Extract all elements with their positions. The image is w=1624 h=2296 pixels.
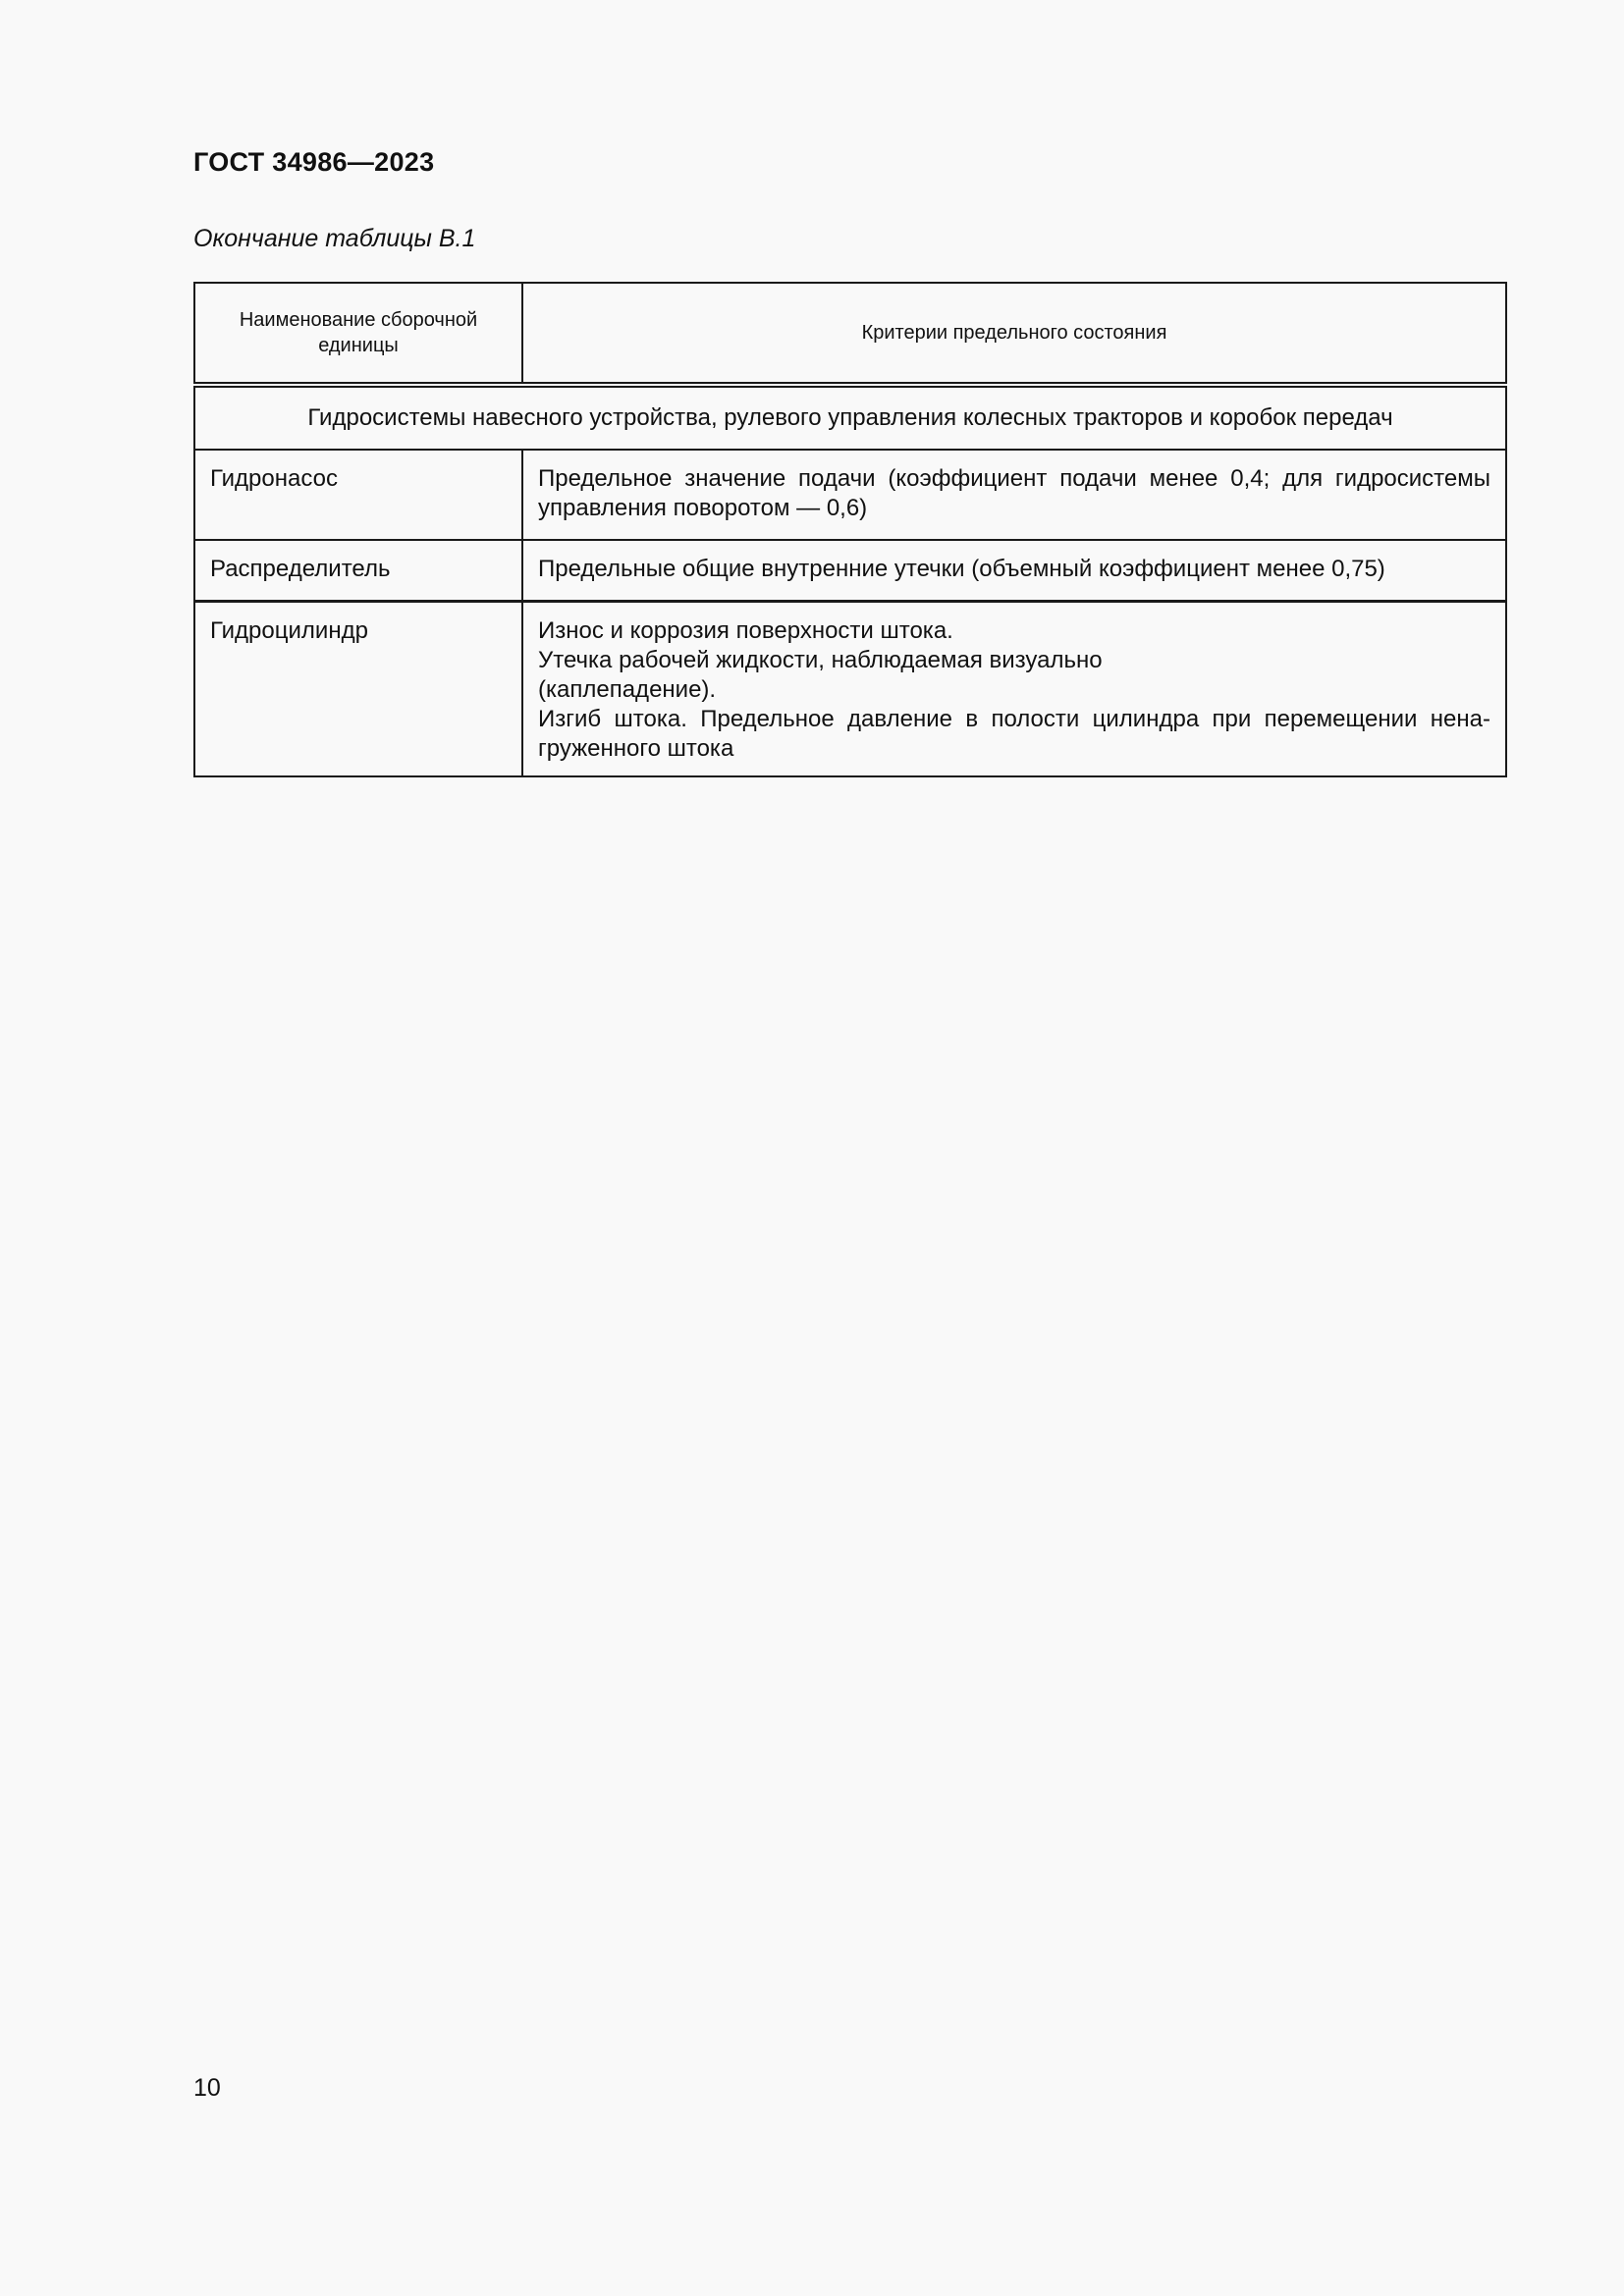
criteria-cell xyxy=(522,450,1506,540)
unit-cell: Гидронасос xyxy=(194,450,522,540)
table-header-row xyxy=(194,283,1506,385)
criteria-line: Износ и коррозия поверхности штока. xyxy=(538,617,953,644)
page-number: 10 xyxy=(193,2074,221,2102)
criteria-cell xyxy=(522,540,1506,602)
unit-cell: Гидроцилиндр xyxy=(194,602,522,777)
criteria-line: Предельные общие внутренние утечки (объемный коэффициент менее 0,75) xyxy=(538,556,1385,582)
table-row xyxy=(194,602,1506,777)
table-row xyxy=(194,540,1506,602)
criteria-table xyxy=(193,282,1507,777)
criteria-line: Изгиб штока. Предельное давление в полости цилиндра при перемещении ненагруженного штока xyxy=(538,706,1490,762)
table-row xyxy=(194,450,1506,540)
unit-cell: Распределитель xyxy=(194,540,522,602)
section-title: Гидросистемы навесного устройства, рулевого управления колесных тракторов и коробок передач xyxy=(194,385,1506,450)
criteria-line: (каплепадение). xyxy=(538,676,717,703)
criteria-line: Предельное значение подачи (коэффициент подачи менее 0,4; для гидросистемы управления поворотом — 0,6) xyxy=(538,465,1490,521)
section-row xyxy=(194,385,1506,450)
column-header-unit: Наименование сборочной единицы xyxy=(194,283,522,385)
criteria-line: Утечка рабочей жидкости, наблюдаемая визуально xyxy=(538,647,1103,673)
column-header-criteria: Критерии предельного состояния xyxy=(522,283,1506,385)
table-caption: Окончание таблицы В.1 xyxy=(193,225,476,252)
criteria-cell xyxy=(522,602,1506,777)
document-header: ГОСТ 34986—2023 xyxy=(193,147,435,177)
